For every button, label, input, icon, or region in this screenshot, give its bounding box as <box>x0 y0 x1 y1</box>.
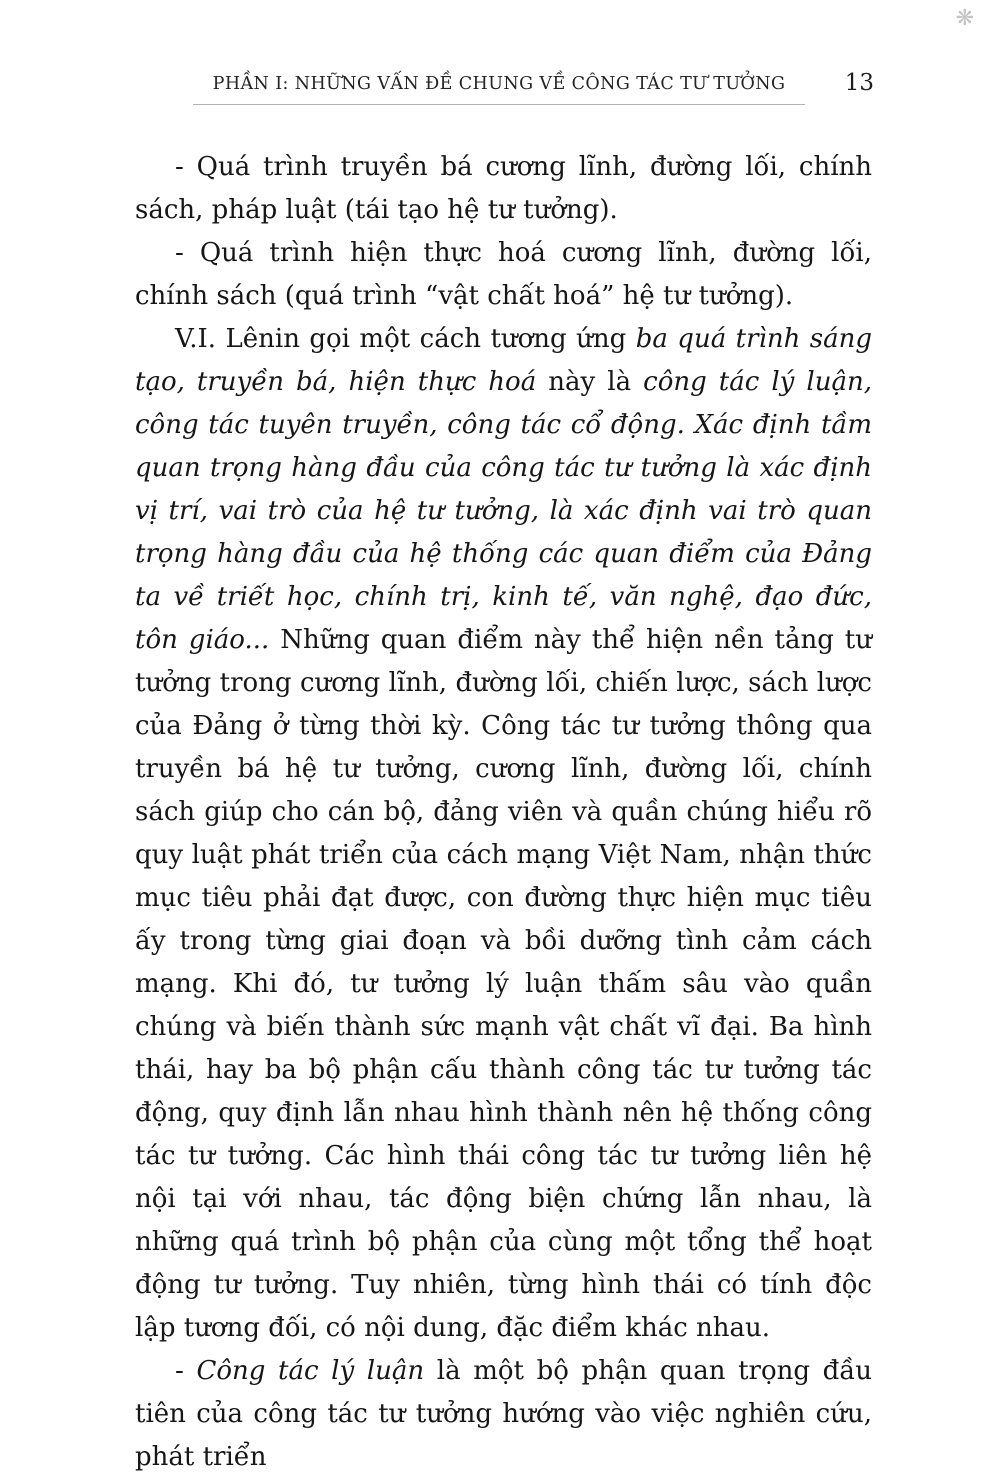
text-run: V.I. Lênin gọi một cách tương ứng <box>175 324 636 354</box>
paragraph <box>135 318 872 1350</box>
running-header: PHẦN I: NHỮNG VẤN ĐỀ CHUNG VỀ CÔNG TÁC TƯ TƯỞNG <box>212 74 786 94</box>
flower-ornament-icon: ❋ <box>955 6 974 31</box>
paragraph <box>135 1350 872 1479</box>
paragraph <box>135 232 872 318</box>
text-run: này là <box>548 367 644 397</box>
header-rule <box>193 104 805 105</box>
text-run: ba quá trình sáng tạo, truyền bá, hiện thực hoá <box>135 324 873 397</box>
page-body <box>135 146 872 1479</box>
text-run: là một bộ phận quan trọng đầu tiên của công tác tư tưởng hướng vào việc nghiên cứu, phát triển <box>135 1356 872 1472</box>
text-run: - <box>175 1356 197 1386</box>
text-run: - Quá trình truyền bá cương lĩnh, đường lối, chính sách, pháp luật (tái tạo hệ tư tưởng). <box>135 152 872 225</box>
page-number: 13 <box>844 70 874 96</box>
text-run: Công tác lý luận <box>196 1356 437 1386</box>
paragraph <box>135 146 872 232</box>
text-run: công tác lý luận, công tác tuyên truyền, công tác cổ động. Xác định tầm quan trọng hàng đầu của công tác tư tưởng là xác định vị trí, vai trò của hệ tư tưởng, là xác định vai trò quan trọng hàng đầu của hệ thống các quan điểm của Đảng ta về triết học, chính trị, kinh tế, văn nghệ, đạo đức, tôn giáo... <box>135 367 873 655</box>
text-run: - Quá trình hiện thực hoá cương lĩnh, đường lối, chính sách (quá trình “vật chất hoá” hệ tư tưởng). <box>135 238 872 311</box>
text-run: Những quan điểm này thể hiện nền tảng tư tưởng trong cương lĩnh, đường lối, chiến lược, sách lược của Đảng ở từng thời kỳ. Công tác tư tưởng thông qua truyền bá hệ tư tưởng, cương lĩnh, đường lối, chính sách giúp cho cán bộ, đảng viên và quần chúng hiểu rõ quy luật phát triển của cách mạng Việt Nam, nhận thức mục tiêu phải đạt được, con đường thực hiện mục tiêu ấy trong từng giai đoạn và bồi dưỡng tình cảm cách mạng. Khi đó, tư tưởng lý luận thấm sâu vào quần chúng và biến thành sức mạnh vật chất vĩ đại. Ba hình thái, hay ba bộ phận cấu thành công tác tư tưởng tác động, quy định lẫn nhau hình thành nên hệ thống công tác tư tưởng. Các hình thái công tác tư tưởng liên hệ nội tại với nhau, tác động biện chứng lẫn nhau, là những quá trình bộ phận của cùng một tổng thể hoạt động tư tưởng. Tuy nhiên, từng hình thái có tính độc lập tương đối, có nội dung, đặc điểm khác nhau. <box>135 625 873 1343</box>
